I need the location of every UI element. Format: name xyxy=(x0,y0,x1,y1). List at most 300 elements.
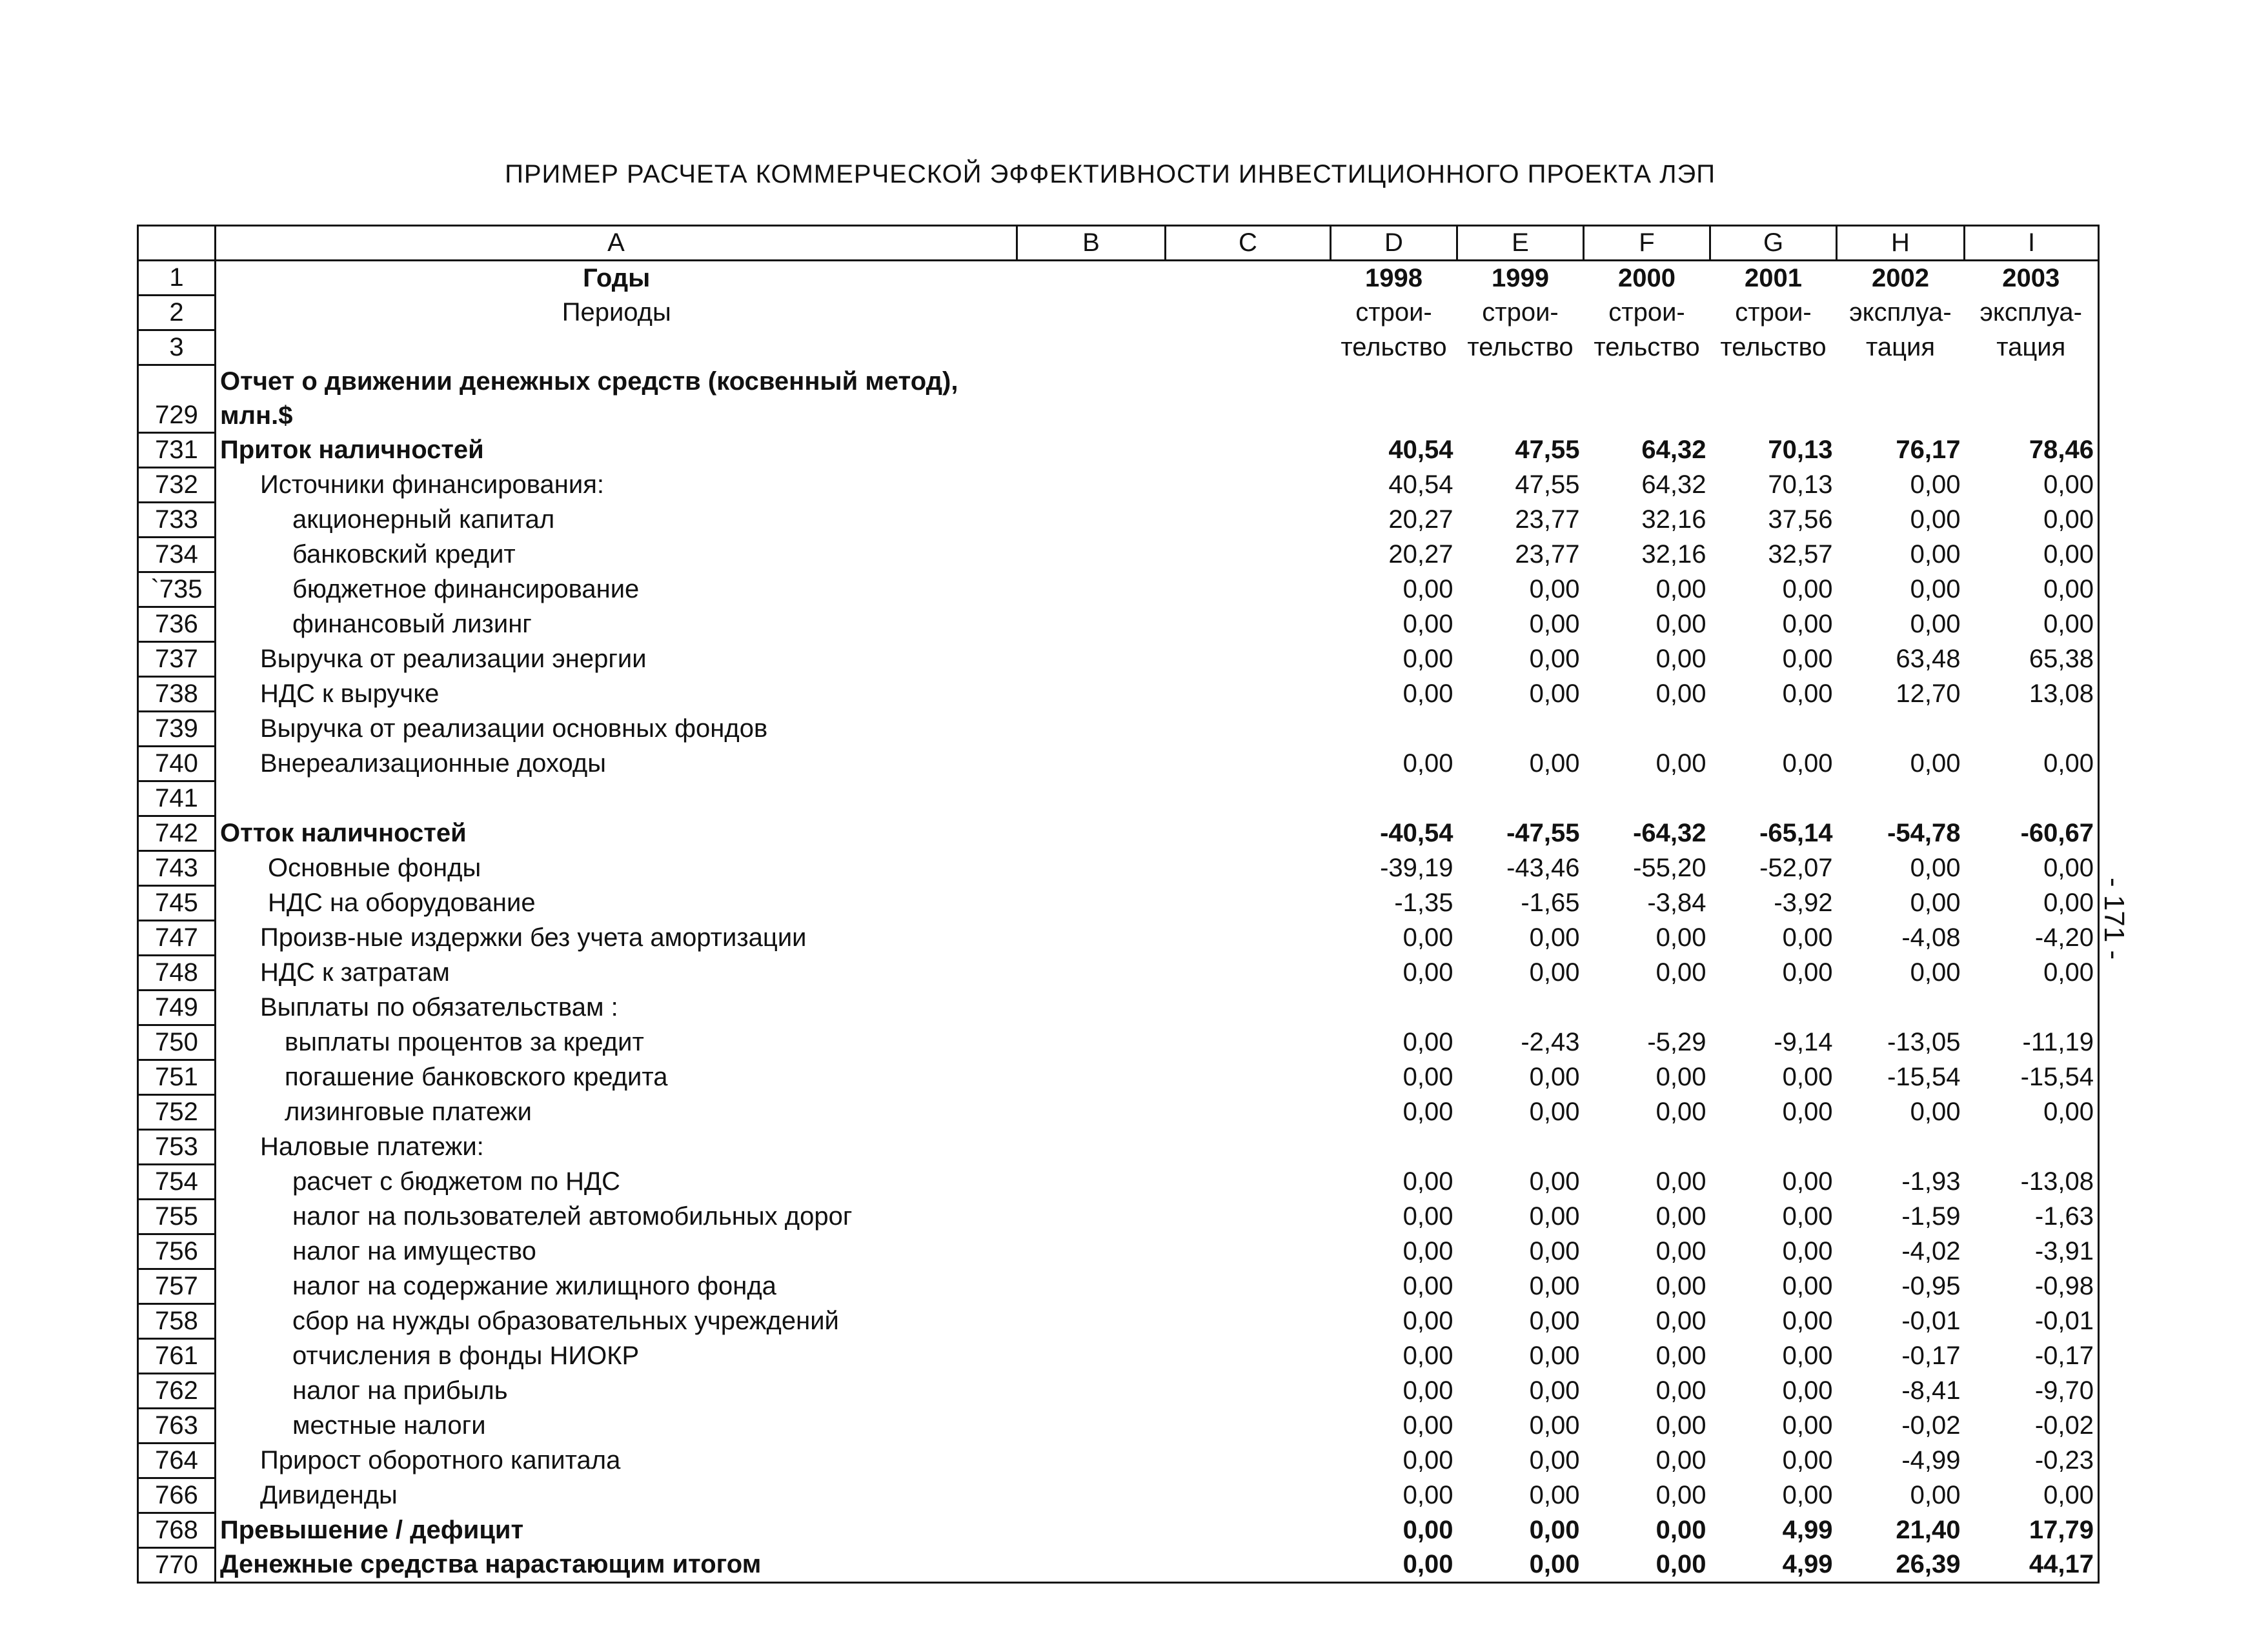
empty-cell xyxy=(1166,261,1331,296)
value-cell: 0,00 xyxy=(1529,575,1580,603)
value-cell: 0,00 xyxy=(1655,1202,1706,1231)
value-cell: 0,00 xyxy=(1965,747,2099,781)
value-cell: -9,14 xyxy=(1774,1028,1833,1056)
value-cell: -8,41 xyxy=(1901,1376,1961,1405)
row-label: Выручка от реализации энергии xyxy=(260,645,647,673)
table-row xyxy=(138,1478,2099,1513)
value-cell: 0,00 xyxy=(1457,1548,1584,1583)
value-cell: 70,13 xyxy=(1768,470,1833,499)
empty-cell xyxy=(1166,330,1331,365)
row-label: Дивиденды xyxy=(260,1481,398,1509)
value-cell: -0,02 xyxy=(1965,1409,2099,1444)
row-number: 751 xyxy=(138,1060,216,1095)
cash-flow-table xyxy=(137,225,2100,1584)
period-cell: тация xyxy=(1965,330,2099,365)
row-number: 770 xyxy=(138,1548,216,1583)
value-cell: 0,00 xyxy=(1782,923,1833,952)
value-cell: -39,19 xyxy=(1380,854,1453,882)
column-header-b: B xyxy=(1017,226,1166,261)
value-cell: 0,00 xyxy=(1402,1202,1453,1231)
row-label: Источники финансирования: xyxy=(260,470,604,499)
value-cell xyxy=(1710,781,1837,816)
value-cell: 0,00 xyxy=(1910,470,1961,499)
value-cell: 0,00 xyxy=(1529,1237,1580,1265)
value-cell: 64,32 xyxy=(1641,470,1706,499)
value-cell: -4,99 xyxy=(1901,1446,1961,1474)
value-cell: 0,00 xyxy=(1782,645,1833,673)
table-row xyxy=(138,1339,2099,1374)
value-cell: 32,16 xyxy=(1641,540,1706,568)
row-label: расчет с бюджетом по НДС xyxy=(292,1167,621,1196)
value-cell: 0,00 xyxy=(1965,851,2099,886)
table-row xyxy=(138,1234,2099,1269)
row-label: бюджетное финансирование xyxy=(292,575,640,603)
row-label: местные налоги xyxy=(292,1411,486,1440)
value-cell: 0,00 xyxy=(1655,645,1706,673)
table-row xyxy=(138,1165,2099,1200)
row-number: 758 xyxy=(138,1304,216,1339)
value-cell: 0,00 xyxy=(1655,1063,1706,1091)
empty-cell xyxy=(1457,365,1584,399)
value-cell: 0,00 xyxy=(1529,958,1580,987)
value-cell: 0,00 xyxy=(1782,1411,1833,1440)
row-label: Наловые платежи: xyxy=(260,1132,484,1161)
value-cell: 0,00 xyxy=(1402,1516,1453,1544)
value-cell: 0,00 xyxy=(1782,1446,1833,1474)
row-number: 766 xyxy=(138,1478,216,1513)
value-cell: 0,00 xyxy=(1965,538,2099,572)
row-number: 740 xyxy=(138,747,216,781)
empty-cell xyxy=(1017,261,1166,296)
value-cell: -13,08 xyxy=(1965,1165,2099,1200)
empty-cell xyxy=(1457,399,1584,433)
value-cell: 26,39 xyxy=(1837,1548,1965,1583)
table-row xyxy=(138,956,2099,991)
value-cell: -0,23 xyxy=(1965,1444,2099,1478)
value-cell xyxy=(1457,991,1584,1025)
value-cell: -1,63 xyxy=(1965,1200,2099,1234)
value-cell: 0,00 xyxy=(1402,1342,1453,1370)
row-number: 731 xyxy=(138,433,216,468)
period-cell: тельство xyxy=(1594,333,1700,361)
row-label: налог на содержание жилищного фонда xyxy=(292,1272,776,1300)
value-cell: 0,00 xyxy=(1965,607,2099,642)
column-header-f: F xyxy=(1584,226,1710,261)
value-cell xyxy=(1584,1130,1710,1165)
value-cell: 0,00 xyxy=(1402,1481,1453,1509)
period-cell: строи- xyxy=(1735,298,1812,327)
value-cell: 0,00 xyxy=(1529,1063,1580,1091)
row-number: 739 xyxy=(138,712,216,747)
empty-cell xyxy=(1837,399,1965,433)
row-label: Выплаты по обязательствам : xyxy=(260,993,618,1021)
row-label: финансовый лизинг xyxy=(292,610,532,638)
value-cell: -0,98 xyxy=(1965,1269,2099,1304)
row-number: 734 xyxy=(138,538,216,572)
value-cell: 0,00 xyxy=(1782,610,1833,638)
table-row xyxy=(138,1060,2099,1095)
value-cell: 0,00 xyxy=(1782,1063,1833,1091)
row-number: 736 xyxy=(138,607,216,642)
value-cell: 0,00 xyxy=(1782,1376,1833,1405)
value-cell: 0,00 xyxy=(1782,679,1833,708)
year-cell: 2003 xyxy=(1965,261,2099,296)
value-cell xyxy=(1837,712,1965,747)
row-label: банковский кредит xyxy=(292,540,516,568)
value-cell xyxy=(1584,781,1710,816)
column-header-d: D xyxy=(1331,226,1457,261)
value-cell xyxy=(1710,991,1837,1025)
page-number: - 171 - xyxy=(2098,878,2130,960)
table-row xyxy=(138,1304,2099,1339)
table-row xyxy=(138,921,2099,956)
table-row xyxy=(138,1513,2099,1548)
value-cell: 12,70 xyxy=(1896,679,1961,708)
row-label: погашение банковского кредита xyxy=(285,1063,668,1091)
row-number: 741 xyxy=(138,781,216,816)
period-cell: строи- xyxy=(1482,298,1559,327)
value-cell: -4,02 xyxy=(1901,1237,1961,1265)
value-cell: 40,54 xyxy=(1388,470,1453,499)
row-label: лизинговые платежи xyxy=(285,1098,532,1126)
table-row xyxy=(138,1269,2099,1304)
row-label: налог на прибыль xyxy=(292,1376,508,1405)
row-number: 2 xyxy=(138,296,216,330)
row-number: 733 xyxy=(138,503,216,538)
value-cell: 0,00 xyxy=(1910,958,1961,987)
value-cell: 0,00 xyxy=(1529,1446,1580,1474)
value-cell: 0,00 xyxy=(1782,1307,1833,1335)
row-number: 3 xyxy=(138,330,216,365)
value-cell xyxy=(1331,1130,1457,1165)
value-cell: -3,91 xyxy=(1965,1234,2099,1269)
empty-cell xyxy=(1017,296,1166,330)
row-label: Произв-ные издержки без учета амортизации xyxy=(260,923,807,952)
row-number: 743 xyxy=(138,851,216,886)
empty-cell xyxy=(1331,365,1457,399)
table-row xyxy=(138,1200,2099,1234)
value-cell: -0,01 xyxy=(1965,1304,2099,1339)
periods-row-continued xyxy=(138,330,2099,365)
value-cell: 0,00 xyxy=(1402,610,1453,638)
value-cell: 0,00 xyxy=(1910,540,1961,568)
value-cell: -1,93 xyxy=(1901,1167,1961,1196)
column-header-g: G xyxy=(1710,226,1837,261)
row-number: 764 xyxy=(138,1444,216,1478)
value-cell: 78,46 xyxy=(1965,433,2099,468)
table-row xyxy=(138,503,2099,538)
value-cell: 0,00 xyxy=(1402,1272,1453,1300)
row-number: 755 xyxy=(138,1200,216,1234)
value-cell: 23,77 xyxy=(1515,540,1580,568)
row-number-blank xyxy=(138,365,216,399)
value-cell: 0,00 xyxy=(1965,503,2099,538)
value-cell: 0,00 xyxy=(1529,923,1580,952)
value-cell xyxy=(1710,712,1837,747)
value-cell xyxy=(1965,1130,2099,1165)
year-cell: 2000 xyxy=(1618,263,1676,292)
row-label: сбор на нужды образовательных учреждений xyxy=(292,1307,839,1335)
row-number: 745 xyxy=(138,886,216,921)
empty-cell xyxy=(1837,365,1965,399)
row-label: Приток наличностей xyxy=(220,436,484,464)
years-label: Годы xyxy=(583,263,651,292)
value-cell: -11,19 xyxy=(1965,1025,2099,1060)
value-cell: -65,14 xyxy=(1759,819,1833,847)
value-cell: 0,00 xyxy=(1655,1098,1706,1126)
table-row xyxy=(138,1130,2099,1165)
value-cell: 0,00 xyxy=(1529,1272,1580,1300)
row-number: 750 xyxy=(138,1025,216,1060)
period-cell: тельство xyxy=(1467,333,1574,361)
value-cell: 23,77 xyxy=(1515,505,1580,534)
year-cell: 2002 xyxy=(1872,263,1929,292)
value-cell: 0,00 xyxy=(1655,1237,1706,1265)
value-cell: 0,00 xyxy=(1910,889,1961,917)
value-cell: -0,95 xyxy=(1901,1272,1961,1300)
table-row xyxy=(138,642,2099,677)
years-row xyxy=(138,261,2099,296)
value-cell: 0,00 xyxy=(1782,749,1833,778)
period-cell: эксплуа- xyxy=(1849,298,1952,327)
value-cell: 13,08 xyxy=(1965,677,2099,712)
value-cell: -5,29 xyxy=(1647,1028,1706,1056)
value-cell: -2,43 xyxy=(1521,1028,1580,1056)
value-cell: 0,00 xyxy=(1402,575,1453,603)
value-cell: -15,54 xyxy=(1965,1060,2099,1095)
table-row xyxy=(138,991,2099,1025)
year-cell: 2001 xyxy=(1745,263,1802,292)
corner-cell xyxy=(138,226,216,261)
value-cell: 0,00 xyxy=(1910,575,1961,603)
row-number: 742 xyxy=(138,816,216,851)
value-cell: 0,00 xyxy=(1402,958,1453,987)
value-cell: 65,38 xyxy=(1965,642,2099,677)
value-cell: 0,00 xyxy=(1402,1063,1453,1091)
period-cell: эксплуа- xyxy=(1965,296,2099,330)
table-row xyxy=(138,1409,2099,1444)
periods-row xyxy=(138,296,2099,330)
value-cell: 32,16 xyxy=(1641,505,1706,534)
value-cell: -3,84 xyxy=(1647,889,1706,917)
value-cell: 0,00 xyxy=(1965,1095,2099,1130)
value-cell: 0,00 xyxy=(1402,1376,1453,1405)
value-cell: 0,00 xyxy=(1402,923,1453,952)
value-cell: -0,17 xyxy=(1901,1342,1961,1370)
page-title: ПРИМЕР РАСЧЕТА КОММЕРЧЕСКОЙ ЭФФЕКТИВНОСТИ ИНВЕСТИЦИОННОГО ПРОЕКТА ЛЭП xyxy=(505,160,1716,188)
value-cell: 0,00 xyxy=(1782,1237,1833,1265)
value-cell xyxy=(1584,991,1710,1025)
table-row xyxy=(138,433,2099,468)
row-number: 752 xyxy=(138,1095,216,1130)
empty-cell xyxy=(1965,365,2099,399)
value-cell: 20,27 xyxy=(1388,540,1453,568)
value-cell: 0,00 xyxy=(1782,575,1833,603)
empty-cell xyxy=(1584,399,1710,433)
value-cell: 0,00 xyxy=(1529,1307,1580,1335)
value-cell: 0,00 xyxy=(1965,468,2099,503)
value-cell: 4,99 xyxy=(1710,1548,1837,1583)
value-cell: 0,00 xyxy=(1529,1376,1580,1405)
value-cell: 0,00 xyxy=(1782,1481,1833,1509)
value-cell: 40,54 xyxy=(1388,436,1453,464)
table-row xyxy=(138,851,2099,886)
column-header-a: A xyxy=(216,226,1017,261)
value-cell xyxy=(1457,1130,1584,1165)
period-cell: тация xyxy=(1865,333,1936,361)
row-label: акционерный капитал xyxy=(292,505,555,534)
period-cell: строи- xyxy=(1608,298,1685,327)
value-cell: 0,00 xyxy=(1965,956,2099,991)
value-cell: 0,00 xyxy=(1529,1202,1580,1231)
value-cell: 47,55 xyxy=(1515,470,1580,499)
table-row xyxy=(138,816,2099,851)
value-cell: 21,40 xyxy=(1896,1516,1961,1544)
table-row xyxy=(138,468,2099,503)
value-cell: 0,00 xyxy=(1655,679,1706,708)
value-cell: -3,92 xyxy=(1774,889,1833,917)
column-header-h: H xyxy=(1837,226,1965,261)
row-number: 729 xyxy=(138,399,216,433)
value-cell: -40,54 xyxy=(1380,819,1453,847)
value-cell: 0,00 xyxy=(1965,572,2099,607)
value-cell: 0,00 xyxy=(1529,1481,1580,1509)
row-number: 756 xyxy=(138,1234,216,1269)
value-cell: -0,01 xyxy=(1901,1307,1961,1335)
period-cell: строи- xyxy=(1355,298,1432,327)
row-label: Превышение / дефицит xyxy=(220,1516,524,1544)
table-row xyxy=(138,747,2099,781)
row-number: 737 xyxy=(138,642,216,677)
value-cell: 0,00 xyxy=(1402,1307,1453,1335)
value-cell: 0,00 xyxy=(1782,1167,1833,1196)
row-number: 762 xyxy=(138,1374,216,1409)
row-number: 748 xyxy=(138,956,216,991)
column-header-e: E xyxy=(1457,226,1584,261)
value-cell: 0,00 xyxy=(1655,749,1706,778)
row-label: Внереализационные доходы xyxy=(260,749,606,778)
value-cell: 0,00 xyxy=(1655,1307,1706,1335)
value-cell xyxy=(1331,781,1457,816)
value-cell: 0,00 xyxy=(1655,610,1706,638)
empty-cell xyxy=(1710,365,1837,399)
table-row xyxy=(138,886,2099,921)
value-cell xyxy=(1457,781,1584,816)
value-cell: -43,46 xyxy=(1506,854,1580,882)
section-heading-unit: млн.$ xyxy=(220,401,293,430)
value-cell: 0,00 xyxy=(1655,575,1706,603)
periods-label: Периоды xyxy=(562,298,671,327)
value-cell: 0,00 xyxy=(1402,1411,1453,1440)
value-cell: 0,00 xyxy=(1402,1237,1453,1265)
value-cell: -15,54 xyxy=(1887,1063,1961,1091)
column-header-i: I xyxy=(1965,226,2099,261)
table-row xyxy=(138,538,2099,572)
value-cell: 0,00 xyxy=(1965,1478,2099,1513)
row-number: 747 xyxy=(138,921,216,956)
value-cell: 0,00 xyxy=(1529,679,1580,708)
value-cell: 0,00 xyxy=(1402,1167,1453,1196)
value-cell: -0,17 xyxy=(1965,1339,2099,1374)
value-cell xyxy=(1584,712,1710,747)
value-cell: -9,70 xyxy=(1965,1374,2099,1409)
value-cell: -4,20 xyxy=(1965,921,2099,956)
value-cell: -47,55 xyxy=(1506,819,1580,847)
value-cell: 44,17 xyxy=(1965,1548,2099,1583)
value-cell xyxy=(1837,781,1965,816)
row-label: Денежные средства нарастающим итогом xyxy=(216,1548,1331,1583)
table-row xyxy=(138,1025,2099,1060)
value-cell xyxy=(1837,1130,1965,1165)
value-cell xyxy=(1331,991,1457,1025)
value-cell: 0,00 xyxy=(1910,610,1961,638)
value-cell: 0,00 xyxy=(1655,958,1706,987)
value-cell: 0,00 xyxy=(1782,1202,1833,1231)
value-cell: 70,13 xyxy=(1768,436,1833,464)
row-label xyxy=(216,781,1331,816)
value-cell: 0,00 xyxy=(1965,886,2099,921)
value-cell: -0,02 xyxy=(1901,1411,1961,1440)
value-cell: 0,00 xyxy=(1655,923,1706,952)
table-row xyxy=(138,1095,2099,1130)
row-number: `735 xyxy=(138,572,216,607)
value-cell xyxy=(1965,781,2099,816)
row-number: 1 xyxy=(138,261,216,296)
value-cell xyxy=(1965,712,2099,747)
period-cell: тельство xyxy=(1341,333,1447,361)
value-cell: 0,00 xyxy=(1655,1516,1706,1544)
value-cell: 0,00 xyxy=(1655,1481,1706,1509)
empty-cell xyxy=(1584,365,1710,399)
value-cell: 0,00 xyxy=(1655,1272,1706,1300)
value-cell: 0,00 xyxy=(1782,1272,1833,1300)
value-cell: 0,00 xyxy=(1655,1411,1706,1440)
value-cell: -60,67 xyxy=(1965,816,2099,851)
row-label: НДС на оборудование xyxy=(268,889,536,917)
value-cell: 17,79 xyxy=(1965,1513,2099,1548)
value-cell xyxy=(1457,712,1584,747)
empty-cell xyxy=(1965,399,2099,433)
row-label: НДС к выручке xyxy=(260,679,440,708)
value-cell: 0,00 xyxy=(1402,749,1453,778)
value-cell: 0,00 xyxy=(1402,1028,1453,1056)
value-cell: -54,78 xyxy=(1887,819,1961,847)
section-heading-row-2 xyxy=(138,399,2099,433)
value-cell: 0,00 xyxy=(1782,1342,1833,1370)
row-label: НДС к затратам xyxy=(260,958,450,987)
year-cell: 1999 xyxy=(1492,263,1549,292)
value-cell: -13,05 xyxy=(1887,1028,1961,1056)
value-cell xyxy=(1710,1130,1837,1165)
table-row xyxy=(138,572,2099,607)
empty-cell xyxy=(1710,399,1837,433)
value-cell: 0,00 xyxy=(1402,679,1453,708)
value-cell: 0,00 xyxy=(1655,1342,1706,1370)
value-cell: 0,00 xyxy=(1529,749,1580,778)
table-row xyxy=(138,1548,2099,1583)
row-number: 753 xyxy=(138,1130,216,1165)
value-cell: 63,48 xyxy=(1896,645,1961,673)
year-cell: 1998 xyxy=(1365,263,1423,292)
value-cell: 0,00 xyxy=(1529,1516,1580,1544)
value-cell: 0,00 xyxy=(1402,645,1453,673)
row-number: 763 xyxy=(138,1409,216,1444)
value-cell: 0,00 xyxy=(1584,1548,1710,1583)
value-cell: 64,32 xyxy=(1641,436,1706,464)
value-cell: -55,20 xyxy=(1633,854,1706,882)
value-cell: 0,00 xyxy=(1655,1167,1706,1196)
value-cell: 32,57 xyxy=(1768,540,1833,568)
